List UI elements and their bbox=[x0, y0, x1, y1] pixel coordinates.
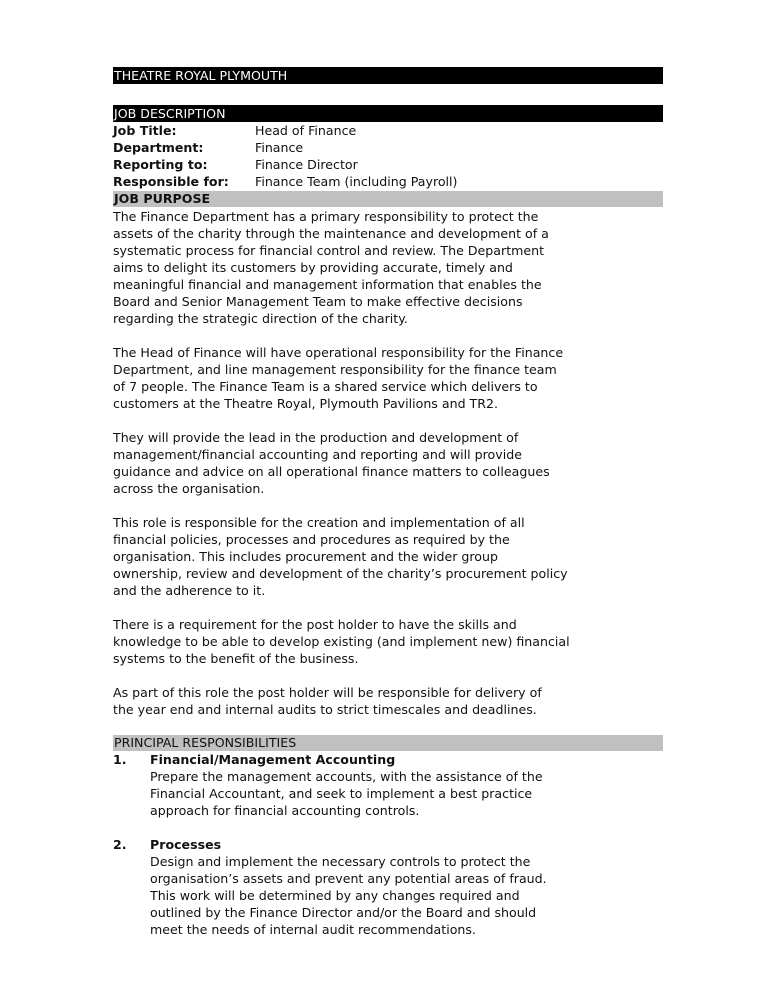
text-line: knowledge to be able to develop existing (and implement new) financial bbox=[113, 634, 570, 649]
paragraph bbox=[113, 344, 663, 412]
text-line: The Finance Department has a primary responsibility to protect the bbox=[113, 209, 539, 224]
item-title: Financial/Management Accounting bbox=[150, 752, 396, 767]
job-purpose-heading: JOB PURPOSE bbox=[113, 191, 663, 207]
text-line: There is a requirement for the post holder to have the skills and bbox=[113, 617, 517, 632]
paragraph-spacer bbox=[113, 667, 663, 684]
text-line: systematic process for financial control and review. The Department bbox=[113, 243, 545, 258]
paragraph bbox=[113, 514, 663, 599]
text-line: meaningful financial and management information that enables the bbox=[113, 277, 542, 292]
paragraph-spacer bbox=[113, 412, 663, 429]
detail-label: Job Title: bbox=[113, 123, 177, 138]
text-line: As part of this role the post holder will be responsible for delivery of bbox=[113, 685, 542, 700]
item-spacer bbox=[113, 819, 663, 836]
detail-value: Finance Director bbox=[255, 157, 358, 172]
detail-row bbox=[113, 139, 663, 156]
text-line: regarding the strategic direction of the charity. bbox=[113, 311, 408, 326]
detail-label: Reporting to: bbox=[113, 157, 208, 172]
paragraph-spacer bbox=[113, 599, 663, 616]
text-line: financial policies, processes and procedures as required by the bbox=[113, 532, 510, 547]
text-line: organisation. This includes procurement and the wider group bbox=[113, 549, 498, 564]
text-line: assets of the charity through the maintenance and development of a bbox=[113, 226, 549, 241]
text-line: Financial Accountant, and seek to implement a best practice bbox=[150, 786, 533, 801]
text-line: the year end and internal audits to strict timescales and deadlines. bbox=[113, 702, 537, 717]
job-purpose-text bbox=[113, 208, 663, 718]
text-line: systems to the benefit of the business. bbox=[113, 651, 359, 666]
text-line: management/financial accounting and reporting and will provide bbox=[113, 447, 522, 462]
item-title: Processes bbox=[150, 837, 222, 852]
responsibility-item bbox=[113, 751, 663, 819]
text-line: The Head of Finance will have operational responsibility for the Finance bbox=[113, 345, 564, 360]
item-body bbox=[150, 836, 663, 938]
detail-label: Department: bbox=[113, 140, 204, 155]
text-line: guidance and advice on all operational finance matters to colleagues bbox=[113, 464, 550, 479]
detail-value: Head of Finance bbox=[255, 123, 357, 138]
principal-responsibilities-heading: PRINCIPAL RESPONSIBILITIES bbox=[113, 735, 663, 751]
text-line: aims to delight its customers by providing accurate, timely and bbox=[113, 260, 513, 275]
detail-label: Responsible for: bbox=[113, 174, 229, 189]
text-line: across the organisation. bbox=[113, 481, 265, 496]
item-number: 1. bbox=[113, 752, 127, 767]
responsibilities-list bbox=[113, 751, 663, 938]
text-line: customers at the Theatre Royal, Plymouth Pavilions and TR2. bbox=[113, 396, 499, 411]
detail-row bbox=[113, 173, 663, 190]
detail-row bbox=[113, 156, 663, 173]
text-line: Prepare the management accounts, with the assistance of the bbox=[150, 769, 543, 784]
item-body bbox=[150, 751, 663, 819]
responsibility-item bbox=[113, 836, 663, 938]
document-page bbox=[113, 67, 663, 938]
job-details bbox=[113, 122, 663, 190]
paragraph-spacer bbox=[113, 497, 663, 514]
text-line: and the adherence to it. bbox=[113, 583, 266, 598]
text-line: This role is responsible for the creation and implementation of all bbox=[113, 515, 525, 530]
text-line: This work will be determined by any changes required and bbox=[150, 888, 520, 903]
detail-value: Finance Team (including Payroll) bbox=[255, 174, 458, 189]
paragraph bbox=[113, 208, 663, 327]
paragraph bbox=[113, 616, 663, 667]
item-number: 2. bbox=[113, 837, 127, 852]
org-title: THEATRE ROYAL PLYMOUTH bbox=[113, 67, 663, 84]
text-line: ownership, review and development of the charity’s procurement policy bbox=[113, 566, 568, 581]
text-line: meet the needs of internal audit recommendations. bbox=[150, 922, 476, 937]
text-line: of 7 people. The Finance Team is a shared service which delivers to bbox=[113, 379, 538, 394]
text-line: Department, and line management responsibility for the finance team bbox=[113, 362, 557, 377]
text-line: Design and implement the necessary controls to protect the bbox=[150, 854, 531, 869]
text-line: Board and Senior Management Team to make effective decisions bbox=[113, 294, 523, 309]
text-line: approach for financial accounting controls. bbox=[150, 803, 420, 818]
paragraph-spacer bbox=[113, 327, 663, 344]
paragraph bbox=[113, 684, 663, 718]
detail-value: Finance bbox=[255, 140, 304, 155]
detail-row bbox=[113, 122, 663, 139]
job-description-heading: JOB DESCRIPTION bbox=[113, 105, 663, 122]
text-line: outlined by the Finance Director and/or the Board and should bbox=[150, 905, 537, 920]
text-line: organisation’s assets and prevent any potential areas of fraud. bbox=[150, 871, 547, 886]
text-line: They will provide the lead in the production and development of bbox=[113, 430, 519, 445]
paragraph bbox=[113, 429, 663, 497]
